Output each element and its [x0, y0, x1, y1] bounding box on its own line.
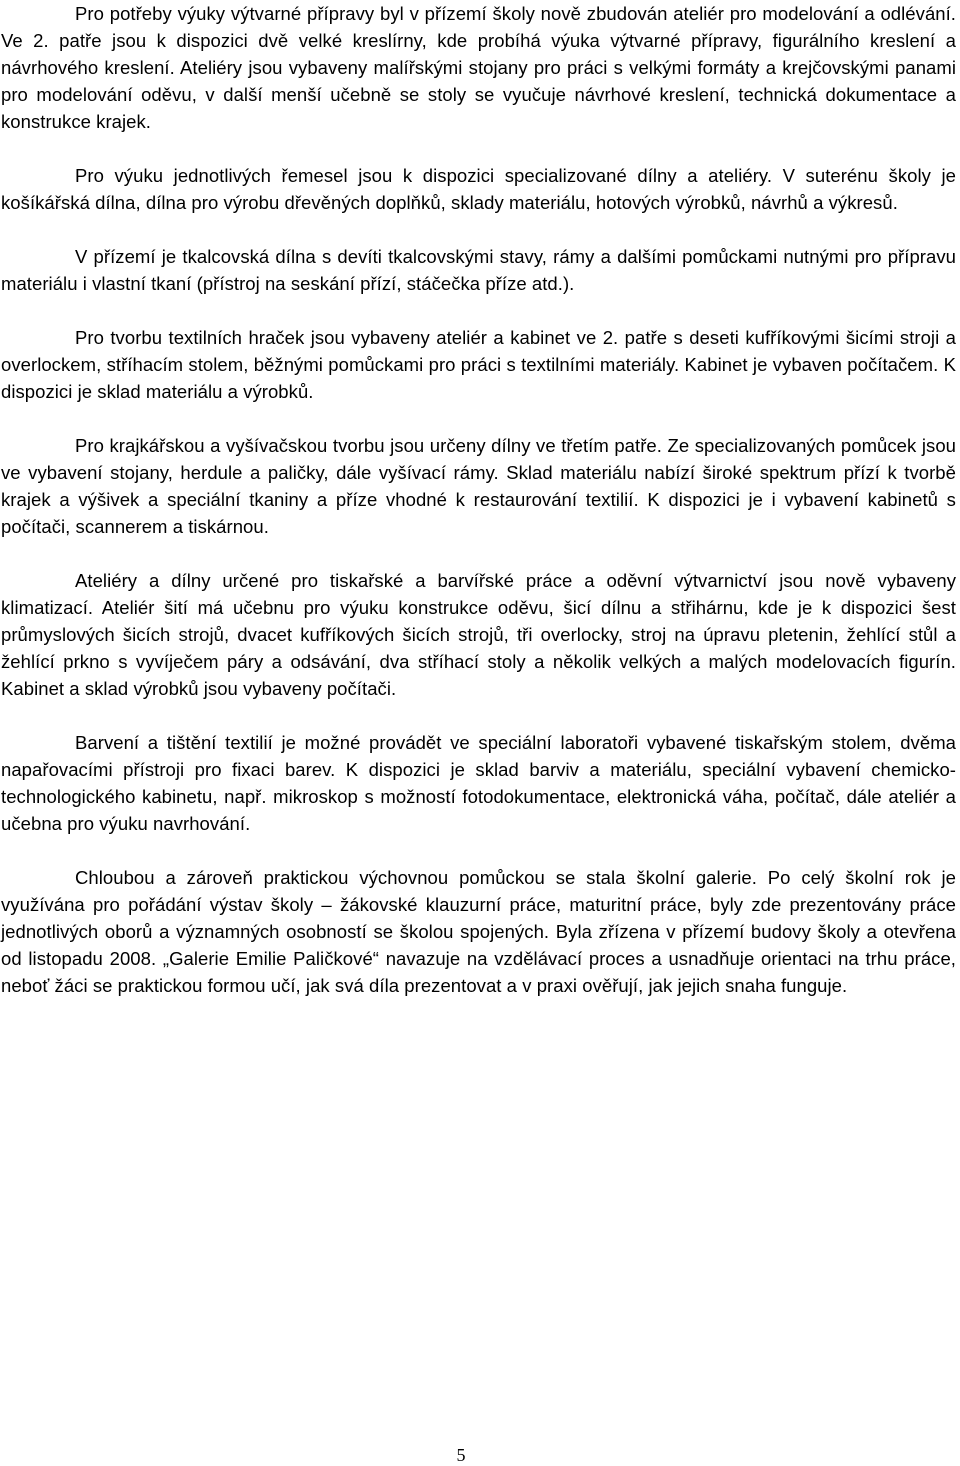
page-number: 5: [456, 1445, 466, 1465]
paragraph-atelier-modelovani: Pro potřeby výuky výtvarné přípravy byl v přízemí školy nově zbudován ateliér pro modelování a odlévání. Ve 2. patře jsou k dispozici dvě velké kreslírny, kde probíhá výuka výtvarné přípravy, figurálního kreslení a návrhového kreslení. Ateliéry jsou vybaveny malířskými stojany pro práci s velkými formáty a krejčovskými panami pro modelování oděvu, v další menší učebně se stoly se vyučuje návrhové kreslení, technická dokumentace a konstrukce krajek.: [1, 3, 956, 132]
paragraph-odevni-vytvarnictvi: Ateliéry a dílny určené pro tiskařské a barvířské práce a oděvní výtvarnictví jsou nově vybaveny klimatizací. Ateliér šití má učebnu pro výuku konstrukce oděvu, šicí dílnu a střihárnu, kde je k dispozici šest průmyslových šicích strojů, dvacet kufříkových šicích strojů, tři overlocky, stroj na úpravu pletenin, žehlící stůl a žehlící prkno s vyvíječem páry a odsávání, dva stříhací stoly a několik velkých a malých modelovacích figurín. Kabinet a sklad výrobků jsou vybaveny počítači.: [1, 570, 956, 699]
paragraph-tkalcovska-dilna: V přízemí je tkalcovská dílna s devíti tkalcovskými stavy, rámy a dalšími pomůckami nutnými pro přípravu materiálu i vlastní tkaní (přístroj na seskání přízí, stáčečka příze atd.).: [1, 246, 956, 294]
paragraph-textilni-hracky: Pro tvorbu textilních hraček jsou vybaveny ateliér a kabinet ve 2. patře s deseti kufříkovými šicími stroji a overlockem, stříhacím stolem, běžnými pomůckami pro práci s textilními materiály. Kabinet je vybaven počítačem. K dispozici je sklad materiálu a výrobků.: [1, 327, 956, 402]
paragraph-dilny-suteren: Pro výuku jednotlivých řemesel jsou k dispozici specializované dílny a ateliéry. V suterénu školy je košíkářská dílna, dílna pro výrobu dřevěných doplňků, sklady materiálu, hotových výrobků, návrhů a výkresů.: [1, 165, 956, 213]
paragraph-skolni-galerie: Chloubou a zároveň praktickou výchovnou pomůckou se stala školní galerie. Po celý školní rok je využívána pro pořádání výstav školy – žákovské klauzurní práce, maturitní práce, byly zde prezentovány práce jednotlivých oborů a významných osobností se školou spojených. Byla zřízena v přízemí budovy školy a otevřena od listopadu 2008. „Galerie Emilie Paličkové“ navazuje na vzdělávací proces a usnadňuje orientaci na trhu práce, neboť žáci se praktickou formou učí, jak svá díla prezentovat a v praxi ověřují, jak jejich snaha funguje.: [1, 867, 956, 996]
paragraph-barveni-tisteni: Barvení a tištění textilií je možné provádět ve speciální laboratoři vybavené tiskařským stolem, dvěma napařovacími přístroji pro fixaci barev. K dispozici je sklad barviv a materiálu, speciální vybavení chemicko-technologického kabinetu, např. mikroskop s možností fotodokumentace, elektronická váha, počítač, dále ateliér a učebna pro výuku navrhování.: [1, 732, 956, 834]
paragraph-krajkarska-tvorba: Pro krajkářskou a vyšívačskou tvorbu jsou určeny dílny ve třetím patře. Ze specializovaných pomůcek jsou ve vybavení stojany, herdule a paličky, dále vyšívací rámy. Sklad materiálu nabízí široké spektrum přízí k tvorbě krajek a výšivek a speciální tkaniny a příze vhodné k restaurování textilií. K dispozici je i vybavení kabinetů s počítači, scannerem a tiskárnou.: [1, 435, 956, 537]
document-body: [1, 0, 956, 1026]
